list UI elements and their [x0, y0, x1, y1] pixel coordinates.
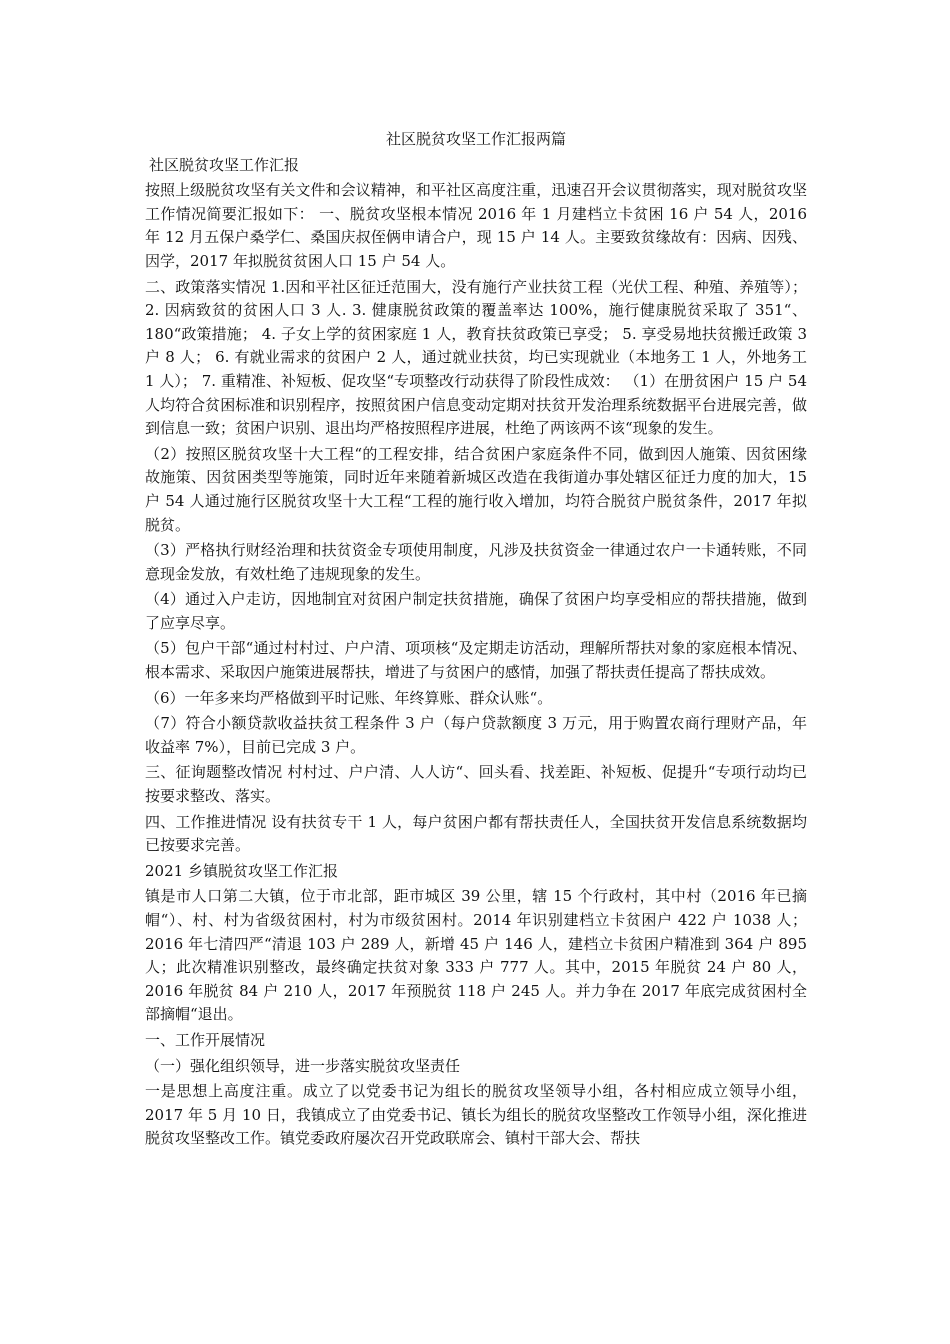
paragraph: （4）通过入户走访，因地制宜对贫困户制定扶贫措施，确保了贫困户均享受相应的帮扶措施，做到了应享尽享。: [145, 590, 807, 632]
paragraph: （7）符合小额贷款收益扶贫工程条件 3 户（每户贷款额度 3 万元，用于购置农商行理财产品，年收益率 7%），目前已完成 3 户。: [145, 714, 807, 756]
section-heading: 2021 乡镇脱贫攻坚工作汇报: [145, 861, 338, 880]
paragraph: 二、政策落实情况 1.因和平社区征迁范围大，没有施行产业扶贫工程（光伏工程、种殖、养殖等）； 2. 因病致贫的贫困人口 3 人. 3. 健康脱贫政策的覆盖率达 100%，施行健康脱贫采取了 351“、180“政策措施； 4. 子女上学的贫困家庭 1 人，教育扶贫政策已享受； 5. 享受易地扶贫搬迁政策 3 户 8 人； 6. 有就业需求的贫困户 2 人，通过就业扶贫，均已实现就业（本地务工 1 人，外地务工 1 人）； 7. 重精准、补短板、促攻坚“专项整改行动获得了阶段性成效： （1）在册贫困户 15 户 54 人均符合贫困标准和识别程序，按照贫困户信息变动定期对扶贫开发治理系统数据平台进展完善，做到信息一致；贫困户识别、退出均严格按照程序进展，杜绝了两该两不该“现象的发生。: [145, 277, 807, 438]
paragraph: 三、征询题整改情况 村村过、户户清、人人访“、回头看、找差距、补短板、促提升“专项行动均已按要求整改、落实。: [145, 763, 807, 806]
document-body: [145, 128, 807, 1153]
paragraph: （5）包户干部“通过村村过、户户清、项项核“及定期走访活动，理解所帮扶对象的家庭根本情况、根本需求、采取因户施策进展帮扶，增进了与贫困户的感情，加强了帮扶责任提高了帮扶成效。: [145, 639, 807, 682]
paragraph: 按照上级脱贫攻坚有关文件和会议精神，和平社区高度注重，迅速召开会议贯彻落实，现对脱贫攻坚工作情况简要汇报如下： 一、脱贫攻坚根本情况 2016 年 1 月建档立卡贫困 16 户 54 人，2016 年 12 月五保户桑学仁、桑国庆叔侄俩申请合户，现 15 户 14 人。主要致贫缘故有：因病、因残、因学，2017 年拟脱贫贫困人口 15 户 54 人。: [145, 181, 807, 270]
section-heading: 一、工作开展情况: [145, 1030, 266, 1049]
section-heading: 社区脱贫攻坚工作汇报: [149, 155, 300, 174]
paragraph: （2）按照区脱贫攻坚十大工程“的工程安排，结合贫困户家庭条件不同，做到因人施策、因贫困缘故施策、因贫困类型等施策，同时近年来随着新城区改造在我街道办事处辖区征迁力度的加大，15 户 54 人通过施行区脱贫攻坚十大工程“工程的施行收入增加，均符合脱贫户脱贫条件，2017 年拟脱贫。: [145, 444, 807, 534]
paragraph: 四、工作推进情况 设有扶贫专干 1 人，每户贫困户都有帮扶责任人，全国扶贫开发信息系统数据均已按要求完善。: [145, 812, 807, 855]
subsection-heading: （一）强化组织领导，进一步落实脱贫攻坚责任: [145, 1056, 461, 1075]
paragraph: 镇是市人口第二大镇，位于市北部，距市城区 39 公里，辖 15 个行政村，其中村（2016 年已摘帽“）、村、村为省级贫困村，村为市级贫困村。2014 年识别建档立卡贫困户 422 户 1038 人；2016 年七清四严“清退 103 户 289 人，新增 45 户 146 人，建档立卡贫困户精准到 364 户 895 人；此次精准识别整改，最终确定扶贫对象 333 户 777 人。其中，2015 年脱贫 24 户 80 人，2016 年脱贫 84 户 210 人，2017 年预脱贫 118 户 245 人。并力争在 2017 年底完成贫困村全部摘帽“退出。: [145, 887, 807, 1024]
paragraph: （6）一年多来均严格做到平时记账、年终算账、群众认账“。: [145, 688, 553, 707]
paragraph: 一是思想上高度注重。成立了以党委书记为组长的脱贫攻坚领导小组，各村相应成立领导小组，2017 年 5 月 10 日，我镇成立了由党委书记、镇长为组长的脱贫攻坚整改工作领导小组，深化推进脱贫攻坚整改工作。镇党委政府屡次召开党政联席会、镇村干部大会、帮扶: [145, 1082, 807, 1148]
document-title: 社区脱贫攻坚工作汇报两篇: [385, 130, 566, 148]
paragraph: （3）严格执行财经治理和扶贫资金专项使用制度，凡涉及扶贫资金一律通过农户一卡通转账，不同意现金发放，有效杜绝了违规现象的发生。: [145, 541, 807, 583]
